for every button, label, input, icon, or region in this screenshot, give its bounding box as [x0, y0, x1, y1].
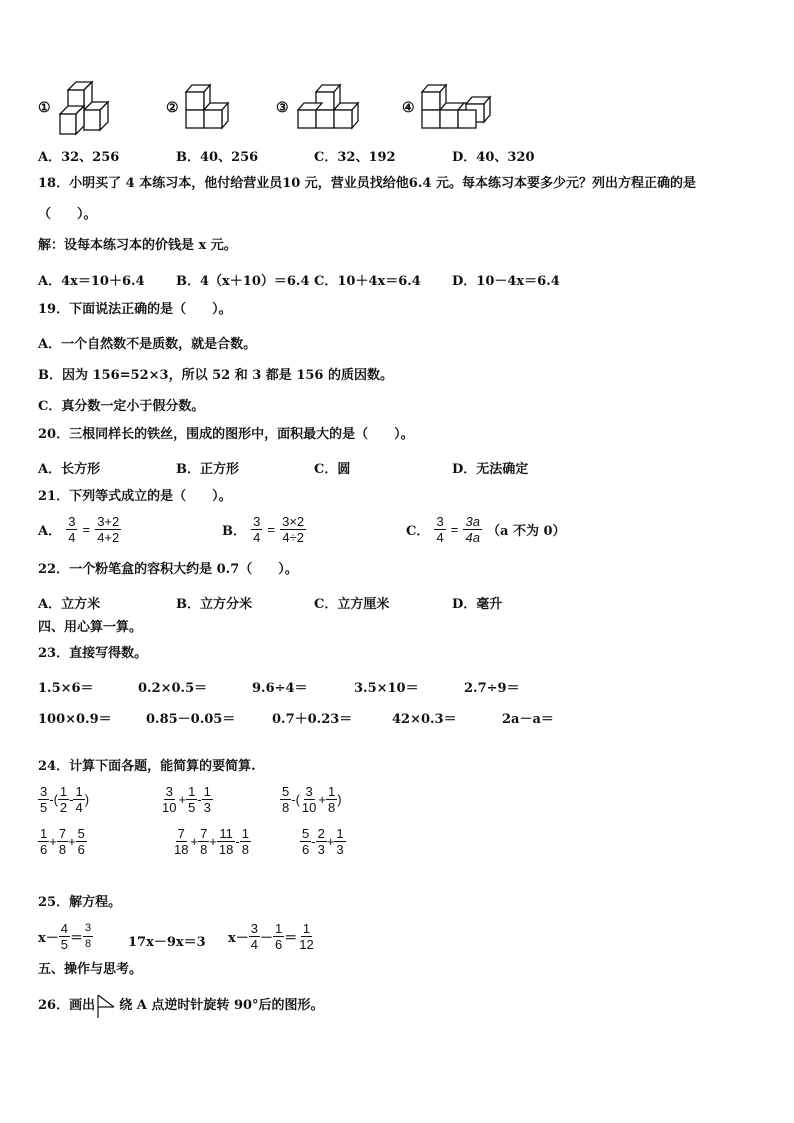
- denominator: 4+2: [97, 530, 120, 545]
- numerator: 11: [219, 826, 233, 841]
- cube-stack-icon: [292, 78, 392, 138]
- cube-stack-icon: [182, 78, 262, 138]
- fraction: [59, 921, 70, 952]
- fraction: [326, 784, 337, 815]
- operator: +: [178, 792, 187, 807]
- denominator: 4: [75, 800, 83, 815]
- q22-stem: 22．一个粉笔盒的容积大约是 0.7（ ）。: [38, 562, 298, 577]
- equation-part: x－: [38, 931, 59, 946]
- numerator: 3: [436, 514, 444, 529]
- mental-math-item: 0.2×0.5＝: [138, 681, 208, 696]
- q18-option-d[interactable]: D．10－4x＝6.4: [452, 274, 560, 289]
- section-heading: 五、操作与思考。: [38, 962, 143, 977]
- mental-math-item: 42×0.3＝: [392, 712, 457, 727]
- cube-stack-icon: [418, 78, 518, 138]
- cube-stack-icon: [54, 78, 144, 138]
- denominator: 8: [200, 842, 208, 857]
- figure-label: ①: [38, 100, 51, 116]
- q20-option-a[interactable]: A．长方形: [38, 462, 101, 477]
- numerator: 3: [253, 514, 261, 529]
- denominator: 10: [301, 800, 317, 815]
- section-heading: 四、用心算一算。: [38, 620, 143, 635]
- denominator: 8: [327, 800, 336, 815]
- equals-sign: ＝: [284, 931, 298, 946]
- denominator: 2: [59, 800, 68, 815]
- expression-1: [38, 784, 89, 815]
- q18-option-a[interactable]: A．4x＝10＋6.4: [38, 274, 145, 289]
- q26-suffix: 绕 A 点逆时针旋转 90°后的图形。: [119, 998, 324, 1013]
- q18-hint: 解：设每本练习本的价钱是 x 元。: [38, 238, 237, 253]
- numerator: 7: [177, 826, 185, 841]
- q17-option-c[interactable]: C．32、192: [314, 150, 396, 165]
- fraction: [160, 784, 178, 815]
- mental-math-item: 0.7＋0.23＝: [272, 712, 353, 727]
- denominator: 4: [68, 530, 76, 545]
- equals-sign: ＝: [70, 931, 84, 946]
- operator: +: [318, 792, 326, 807]
- denominator: 4: [436, 530, 444, 545]
- q19-option-b[interactable]: B．因为 156=52×3，所以 52 和 3 都是 156 的质因数。: [38, 368, 393, 383]
- fraction: [297, 921, 315, 952]
- fraction: [249, 921, 260, 952]
- numerator: 1: [203, 784, 211, 799]
- equals-sign: =: [450, 522, 459, 537]
- numerator: 1: [327, 784, 336, 799]
- numerator: 3a: [465, 514, 480, 529]
- denominator: 12: [299, 937, 314, 952]
- numerator: 7: [200, 826, 208, 841]
- expression-6: [300, 826, 346, 857]
- numerator: 1: [75, 784, 83, 799]
- fraction: [38, 784, 49, 815]
- numerator: 1: [336, 826, 344, 841]
- fraction: [172, 826, 190, 857]
- q24-stem: 24．计算下面各题，能简算的要简算.: [38, 759, 256, 774]
- fraction: [83, 921, 93, 952]
- q20-option-c[interactable]: C．圆: [314, 462, 351, 477]
- operator: +: [49, 834, 57, 849]
- numerator: 4: [60, 921, 68, 936]
- equals-sign: =: [82, 522, 91, 537]
- mental-math-item: 1.5×6＝: [38, 681, 94, 696]
- q25-stem: 25．解方程。: [38, 895, 122, 910]
- mental-math-item: 3.5×10＝: [354, 681, 419, 696]
- numerator: 5: [282, 784, 290, 799]
- q22-option-d[interactable]: D．毫升: [452, 597, 503, 612]
- option-label: A．: [38, 524, 62, 539]
- equation-1: [38, 921, 93, 952]
- q23-stem: 23．直接写得数。: [38, 646, 148, 661]
- q22-option-b[interactable]: B．立方分米: [176, 597, 252, 612]
- fraction: [434, 514, 445, 545]
- figure-1: [38, 78, 144, 138]
- operator: -: [235, 834, 240, 849]
- mental-math-item: 0.85－0.05＝: [146, 712, 236, 727]
- numerator: 5: [302, 826, 310, 841]
- denominator: 8: [58, 842, 67, 857]
- numerator: 3: [83, 921, 93, 937]
- numerator: 1: [40, 826, 48, 841]
- q26-prefix: 26．画出: [38, 998, 96, 1013]
- operator: －: [260, 931, 274, 946]
- q21-option-a[interactable]: [38, 514, 121, 545]
- operator: ): [337, 792, 342, 807]
- denominator: 6: [275, 937, 283, 952]
- numerator: 3: [68, 514, 76, 529]
- q20-stem: 20．三根同样长的铁丝，围成的图形中，面积最大的是（ ）。: [38, 427, 414, 442]
- operator: -(: [49, 792, 58, 807]
- expression-2: [160, 784, 213, 815]
- numerator: 1: [275, 921, 283, 936]
- operator: +: [190, 834, 199, 849]
- fraction: [280, 514, 306, 545]
- q17-option-b[interactable]: B．40、256: [176, 150, 259, 165]
- numerator: 2: [317, 826, 325, 841]
- q18-option-b[interactable]: B．4（x＋10）＝6.4: [176, 274, 310, 289]
- q20-option-b[interactable]: B．正方形: [176, 462, 239, 477]
- numerator: 3: [40, 784, 48, 799]
- operator: +: [209, 834, 217, 849]
- fraction: [334, 826, 345, 857]
- mental-math-item: 9.6÷4＝: [252, 681, 308, 696]
- operator: -: [197, 792, 202, 807]
- fraction: [58, 784, 69, 815]
- mental-math-item: 2a－a＝: [502, 712, 554, 727]
- q18-stem: 18．小明买了 4 本练习本，他付给营业员10 元，营业员找给他6.4 元。每本练习本要多少元？列出方程正确的是: [38, 176, 696, 191]
- flag-shape-icon: [96, 993, 118, 1019]
- option-label: C．: [406, 524, 430, 539]
- q26-stem: [38, 993, 324, 1019]
- numerator: 3+2: [97, 514, 120, 529]
- fraction: [240, 826, 251, 857]
- fraction: [280, 784, 291, 815]
- denominator: 6: [77, 842, 85, 857]
- fraction: [463, 514, 481, 545]
- numerator: 1: [59, 784, 68, 799]
- figure-label: ③: [276, 100, 289, 116]
- denominator: 4a: [465, 530, 480, 545]
- denominator: 3: [336, 842, 344, 857]
- expression-5: [172, 826, 251, 857]
- fraction: [57, 826, 68, 857]
- q17-option-a[interactable]: A．32、256: [38, 150, 120, 165]
- denominator: 10: [162, 800, 177, 815]
- option-label: B．: [222, 524, 246, 539]
- condition-note: （a 不为 0）: [487, 524, 566, 539]
- numerator: 5: [77, 826, 85, 841]
- denominator: 5: [40, 800, 48, 815]
- denominator: 8: [241, 842, 249, 857]
- fraction: [251, 514, 262, 545]
- fraction: [202, 784, 213, 815]
- fraction: [38, 826, 49, 857]
- numerator: 3: [165, 784, 173, 799]
- figure-label: ④: [402, 100, 415, 116]
- q21-option-c[interactable]: [406, 514, 566, 545]
- fraction: [186, 784, 197, 815]
- denominator: 6: [40, 842, 48, 857]
- q19-option-a[interactable]: A．一个自然数不是质数，就是合数。: [38, 337, 257, 352]
- fraction: [217, 826, 235, 857]
- q19-option-c[interactable]: C．真分数一定小于假分数。: [38, 399, 205, 414]
- numerator: 1: [302, 921, 311, 936]
- denominator: 4: [253, 530, 261, 545]
- figure-4: [402, 78, 518, 138]
- q18-blank: （ ）。: [38, 207, 97, 222]
- operator: +: [326, 834, 335, 849]
- denominator: 8: [85, 938, 92, 950]
- denominator: 5: [188, 800, 196, 815]
- equation-part: x－: [228, 931, 249, 946]
- denominator: 3: [203, 800, 211, 815]
- q19-stem: 19．下面说法正确的是（ ）。: [38, 302, 232, 317]
- figure-label: ②: [166, 100, 179, 116]
- denominator: 4÷2: [282, 530, 304, 545]
- fraction: [198, 826, 209, 857]
- equation-2: 17x－9x＝3: [128, 935, 206, 950]
- q18-option-c[interactable]: C．10＋4x＝6.4: [314, 274, 421, 289]
- fraction: [300, 784, 318, 815]
- equals-sign: =: [267, 522, 276, 537]
- expression-3: [280, 784, 342, 815]
- denominator: 18: [174, 842, 189, 857]
- numerator: 3: [250, 921, 258, 936]
- denominator: 6: [302, 842, 310, 857]
- q21-stem: 21．下列等式成立的是（ ）。: [38, 489, 232, 504]
- operator: -(: [291, 792, 300, 807]
- numerator: 1: [241, 826, 249, 841]
- denominator: 8: [282, 800, 290, 815]
- fraction: [66, 514, 77, 545]
- fraction: [73, 784, 84, 815]
- fraction: [300, 826, 311, 857]
- q22-option-c[interactable]: C．立方厘米: [314, 597, 390, 612]
- fraction: [76, 826, 87, 857]
- figure-3: [276, 78, 392, 138]
- q21-option-b[interactable]: [222, 514, 306, 545]
- numerator: 3: [305, 784, 313, 799]
- denominator: 3: [317, 842, 325, 857]
- denominator: 5: [60, 937, 68, 952]
- q20-option-d[interactable]: D．无法确定: [452, 462, 529, 477]
- denominator: 18: [218, 842, 234, 857]
- numerator: 1: [188, 784, 196, 799]
- figure-2: [166, 78, 262, 138]
- fraction: [95, 514, 121, 545]
- numerator: 7: [58, 826, 67, 841]
- operator: +: [68, 834, 76, 849]
- q17-option-d[interactable]: D．40、320: [452, 150, 535, 165]
- denominator: 4: [250, 937, 258, 952]
- equation-3: [228, 921, 316, 952]
- mental-math-item: 100×0.9＝: [38, 712, 112, 727]
- operator: ): [84, 792, 90, 807]
- fraction: [273, 921, 284, 952]
- q22-option-a[interactable]: A．立方米: [38, 597, 101, 612]
- expression-4: [38, 826, 87, 857]
- numerator: 3×2: [282, 514, 305, 529]
- operator: -: [69, 792, 74, 807]
- fraction: [316, 826, 327, 857]
- operator: -: [311, 834, 316, 849]
- mental-math-item: 2.7÷9＝: [464, 681, 520, 696]
